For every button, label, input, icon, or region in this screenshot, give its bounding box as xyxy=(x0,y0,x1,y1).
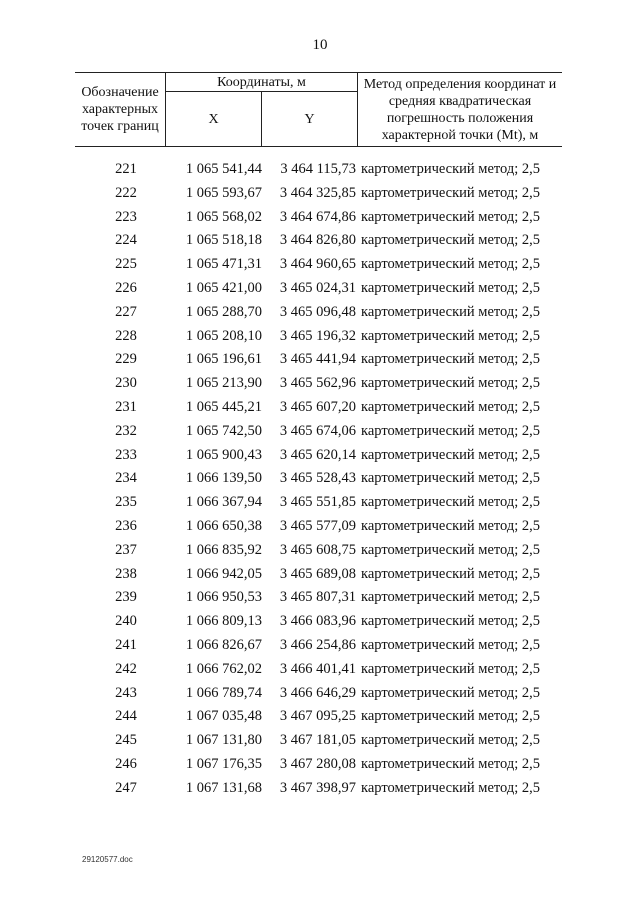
file-name: 29120577.doc xyxy=(82,855,133,864)
page-number: 10 xyxy=(312,37,328,53)
point-id: 235 xyxy=(115,494,137,511)
table-row xyxy=(0,395,640,419)
coord-x: 1 066 367,94 xyxy=(185,494,262,511)
coord-x: 1 067 131,80 xyxy=(185,732,262,749)
coord-y: 3 465 024,31 xyxy=(279,279,356,296)
method-cell: картометрический метод; 2,5 xyxy=(361,517,541,534)
coord-y: 3 464 325,85 xyxy=(279,184,356,201)
coord-y: 3 466 646,29 xyxy=(279,684,356,701)
method-cell: картометрический метод; 2,5 xyxy=(361,470,541,487)
point-id: 221 xyxy=(115,161,137,177)
coord-x: 1 065 518,18 xyxy=(185,232,262,249)
point-id: 223 xyxy=(115,208,137,225)
table-row xyxy=(0,752,640,776)
method-cell: картометрический метод; 2,5 xyxy=(361,589,541,606)
point-id: 239 xyxy=(115,589,137,606)
point-id: 242 xyxy=(115,660,137,677)
coord-y: 3 467 280,08 xyxy=(279,755,356,772)
table-row xyxy=(0,466,640,490)
coord-x: 1 067 035,48 xyxy=(185,708,262,725)
point-id: 237 xyxy=(115,541,137,558)
coord-y: 3 467 398,97 xyxy=(279,779,356,796)
coord-y: 3 467 095,25 xyxy=(279,708,356,725)
point-id: 244 xyxy=(115,708,137,725)
point-id: 241 xyxy=(115,636,137,653)
point-id: 231 xyxy=(115,398,137,415)
method-cell: картометрический метод; 2,5 xyxy=(361,636,541,653)
coord-y: 3 465 608,75 xyxy=(279,541,356,558)
coord-y: 3 465 689,08 xyxy=(279,565,356,582)
coord-x: 1 065 593,67 xyxy=(185,184,262,201)
point-id: 230 xyxy=(115,375,137,392)
coord-x: 1 065 742,50 xyxy=(185,422,262,439)
coord-y: 3 466 401,41 xyxy=(279,660,356,677)
point-id: 227 xyxy=(115,303,137,320)
coord-y: 3 464 960,65 xyxy=(279,256,356,273)
method-cell: картометрический метод; 2,5 xyxy=(361,755,541,772)
coord-x: 1 065 541,44 xyxy=(185,161,262,177)
coord-x: 1 065 208,10 xyxy=(185,327,262,344)
point-id: 232 xyxy=(115,422,137,439)
header-y: Y xyxy=(262,92,358,147)
header-method: Метод определения координат и средняя квадратическая погрешность положения характерной точки (Mt), м xyxy=(358,73,563,147)
table-row xyxy=(0,252,640,276)
table-row xyxy=(0,419,640,443)
point-id: 229 xyxy=(115,351,137,368)
table-row xyxy=(0,228,640,252)
coord-x: 1 066 835,92 xyxy=(185,541,262,558)
method-cell: картометрический метод; 2,5 xyxy=(361,446,541,463)
table-row xyxy=(0,371,640,395)
coord-y: 3 466 254,86 xyxy=(279,636,356,653)
table-row xyxy=(0,681,640,705)
method-cell: картометрический метод; 2,5 xyxy=(361,375,541,392)
method-cell: картометрический метод; 2,5 xyxy=(361,684,541,701)
coord-x: 1 065 288,70 xyxy=(185,303,262,320)
point-id: 224 xyxy=(115,232,137,249)
method-cell: картометрический метод; 2,5 xyxy=(361,494,541,511)
table-row xyxy=(0,443,640,467)
table-row xyxy=(0,538,640,562)
table-body xyxy=(0,157,640,800)
method-cell: картометрический метод; 2,5 xyxy=(361,208,541,225)
header-points: Обозначение характерных точек границ xyxy=(75,73,166,147)
point-id: 246 xyxy=(115,755,137,772)
table-header xyxy=(75,72,562,147)
coord-x: 1 065 196,61 xyxy=(185,351,262,368)
table-row xyxy=(0,704,640,728)
coord-y: 3 465 562,96 xyxy=(279,375,356,392)
coord-x: 1 067 176,35 xyxy=(185,755,262,772)
coord-x: 1 066 650,38 xyxy=(185,517,262,534)
method-cell: картометрический метод; 2,5 xyxy=(361,184,541,201)
point-id: 240 xyxy=(115,613,137,630)
table-row xyxy=(0,776,640,800)
coord-x: 1 066 789,74 xyxy=(185,684,262,701)
table-row xyxy=(0,276,640,300)
coord-y: 3 464 674,86 xyxy=(279,208,356,225)
method-cell: картометрический метод; 2,5 xyxy=(361,351,541,368)
table-row xyxy=(0,514,640,538)
method-cell: картометрический метод; 2,5 xyxy=(361,232,541,249)
coord-y: 3 464 115,73 xyxy=(280,161,356,177)
method-cell: картометрический метод; 2,5 xyxy=(361,541,541,558)
coord-y: 3 464 826,80 xyxy=(279,232,356,249)
method-cell: картометрический метод; 2,5 xyxy=(361,256,541,273)
point-id: 247 xyxy=(115,779,137,796)
coord-y: 3 465 620,14 xyxy=(279,446,356,463)
point-id: 236 xyxy=(115,517,137,534)
coord-y: 3 465 096,48 xyxy=(279,303,356,320)
table-row xyxy=(0,181,640,205)
coord-x: 1 065 445,21 xyxy=(185,398,262,415)
point-id: 238 xyxy=(115,565,137,582)
point-id: 245 xyxy=(115,732,137,749)
method-cell: картометрический метод; 2,5 xyxy=(361,279,541,296)
header-x: X xyxy=(166,92,262,147)
method-cell: картометрический метод; 2,5 xyxy=(361,303,541,320)
table-row xyxy=(0,657,640,681)
coord-x: 1 066 826,67 xyxy=(185,636,262,653)
coord-x: 1 065 213,90 xyxy=(185,375,262,392)
method-cell: картометрический метод; 2,5 xyxy=(361,422,541,439)
method-cell: картометрический метод; 2,5 xyxy=(361,732,541,749)
coord-x: 1 065 568,02 xyxy=(185,208,262,225)
coord-y: 3 465 196,32 xyxy=(279,327,356,344)
coord-x: 1 066 950,53 xyxy=(185,589,262,606)
point-id: 225 xyxy=(115,256,137,273)
point-id: 234 xyxy=(115,470,137,487)
point-id: 226 xyxy=(115,279,137,296)
method-cell: картометрический метод; 2,5 xyxy=(361,660,541,677)
coord-x: 1 065 900,43 xyxy=(185,446,262,463)
table-row xyxy=(0,728,640,752)
coord-x: 1 066 139,50 xyxy=(185,470,262,487)
method-cell: картометрический метод; 2,5 xyxy=(361,161,541,177)
coord-x: 1 066 762,02 xyxy=(185,660,262,677)
coord-y: 3 465 577,09 xyxy=(279,517,356,534)
method-cell: картометрический метод; 2,5 xyxy=(361,779,541,796)
method-cell: картометрический метод; 2,5 xyxy=(361,565,541,582)
header-coordinates: Координаты, м xyxy=(166,73,358,92)
table-row xyxy=(0,633,640,657)
coord-x: 1 066 942,05 xyxy=(185,565,262,582)
table-row xyxy=(0,205,640,229)
coord-y: 3 465 607,20 xyxy=(279,398,356,415)
point-id: 243 xyxy=(115,684,137,701)
coord-y: 3 465 674,06 xyxy=(279,422,356,439)
method-cell: картометрический метод; 2,5 xyxy=(361,613,541,630)
coord-y: 3 465 807,31 xyxy=(279,589,356,606)
coord-y: 3 465 551,85 xyxy=(279,494,356,511)
point-id: 233 xyxy=(115,446,137,463)
table-row xyxy=(0,585,640,609)
coord-x: 1 066 809,13 xyxy=(185,613,262,630)
coord-y: 3 466 083,96 xyxy=(279,613,356,630)
table-row xyxy=(0,562,640,586)
point-id: 222 xyxy=(115,184,137,201)
point-id: 228 xyxy=(115,327,137,344)
coord-y: 3 465 441,94 xyxy=(279,351,356,368)
table-row xyxy=(0,157,640,181)
method-cell: картометрический метод; 2,5 xyxy=(361,398,541,415)
coord-x: 1 065 471,31 xyxy=(185,256,262,273)
table-row xyxy=(0,300,640,324)
coord-y: 3 467 181,05 xyxy=(279,732,356,749)
method-cell: картометрический метод; 2,5 xyxy=(361,708,541,725)
coord-x: 1 065 421,00 xyxy=(185,279,262,296)
coord-y: 3 465 528,43 xyxy=(279,470,356,487)
table-row xyxy=(0,347,640,371)
method-cell: картометрический метод; 2,5 xyxy=(361,327,541,344)
coord-x: 1 067 131,68 xyxy=(185,779,262,796)
table-row xyxy=(0,490,640,514)
table-row xyxy=(0,324,640,348)
table-row xyxy=(0,609,640,633)
